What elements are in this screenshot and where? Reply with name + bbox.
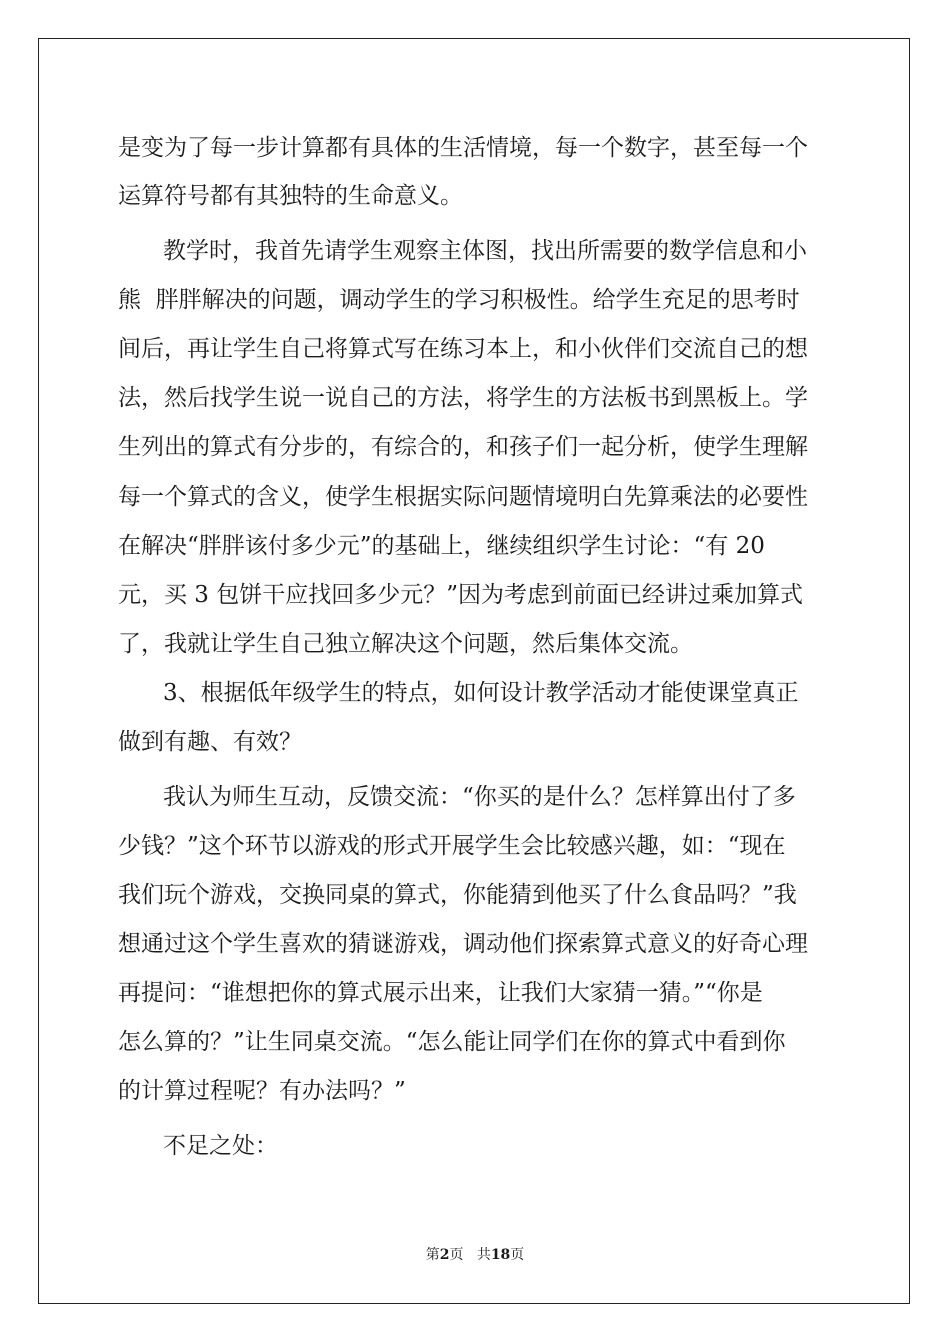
paragraph-start: 不足之处：	[163, 1133, 278, 1159]
page-footer	[0, 1245, 950, 1265]
section-heading-continued: 做到有趣、有效？	[118, 729, 302, 755]
total-unit: 页	[510, 1247, 525, 1263]
text-line: 在解决“胖胖该付多少元”的基础上，继续组织学生讨论：“有 20	[118, 533, 765, 559]
text-line: 了，我就让学生自己独立解决这个问题，然后集体交流。	[118, 631, 693, 657]
text-line: 元，买 3 包饼干应找回多少元？”因为考虑到前面已经讲过乘加算式	[118, 582, 804, 608]
text-line: 怎么算的？”让生同桌交流。“怎么能让同学们在你的算式中看到你	[118, 1029, 786, 1055]
text-line: 我们玩个游戏，交换同桌的算式，你能猜到他买了什么食品吗？”我	[118, 882, 797, 908]
text-line: 法，然后找学生说一说自己的方法，将学生的方法板书到黑板上。学	[118, 385, 808, 411]
text-line: 再提问：“谁想把你的算式展示出来，让我们大家猜一猜。”“你是	[118, 980, 763, 1006]
paragraph-start: 我认为师生互动，反馈交流：“你买的是什么？怎样算出付了多	[163, 784, 796, 810]
text-line: 运算符号都有其独特的生命意义。	[118, 183, 463, 209]
text-line: 生列出的算式有分步的，有综合的，和孩子们一起分析，使学生理解	[118, 434, 808, 460]
text-line: 的计算过程呢？有办法吗？”	[118, 1078, 406, 1104]
page-unit: 页	[449, 1247, 464, 1263]
page-total: 18	[490, 1247, 511, 1263]
text-line: 间后，再让学生自己将算式写在练习本上，和小伙伴们交流自己的想	[118, 336, 808, 362]
text-line: 想通过这个学生喜欢的猜谜游戏，调动他们探索算式意义的好奇心理	[118, 931, 808, 957]
paragraph-start: 教学时，我首先请学生观察主体图，找出所需要的数学信息和小	[163, 238, 807, 264]
total-prefix: 共	[476, 1247, 491, 1263]
text-line: 每一个算式的含义，使学生根据实际问题情境明白先算乘法的必要性	[118, 484, 808, 510]
text-line: 是变为了每一步计算都有具体的生活情境，每一个数字，甚至每一个	[118, 135, 808, 161]
section-heading: 3、根据低年级学生的特点，如何设计教学活动才能使课堂真正	[163, 680, 799, 706]
page-current: 2	[439, 1247, 450, 1263]
page-prefix: 第	[425, 1247, 440, 1263]
text-line: 熊 胖胖解决的问题，调动学生的学习积极性。给学生充足的思考时	[118, 287, 800, 313]
text-line: 少钱？”这个环节以游戏的形式开展学生会比较感兴趣，如：“现在	[118, 833, 786, 859]
